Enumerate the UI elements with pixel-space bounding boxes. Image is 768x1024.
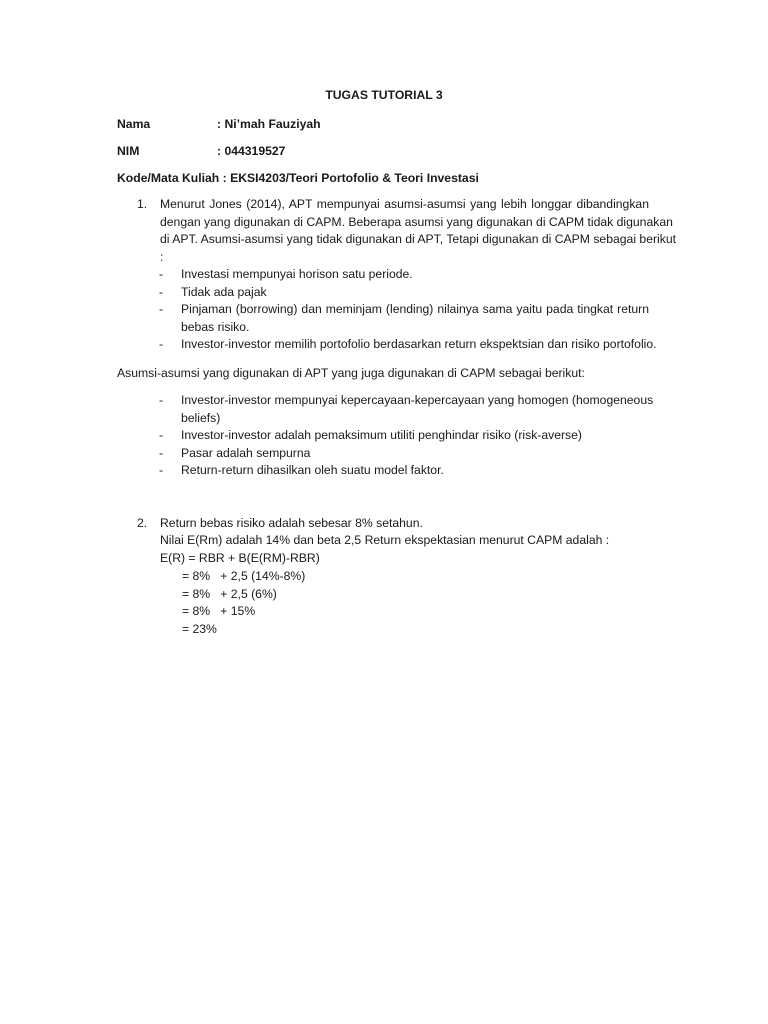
list-item bbox=[159, 266, 649, 284]
name-value: : Ni’mah Fauziyah bbox=[217, 117, 321, 131]
name-row bbox=[117, 116, 321, 134]
list-item bbox=[159, 445, 649, 463]
list-item bbox=[159, 392, 654, 427]
bullet-dash: - bbox=[159, 445, 164, 460]
nim-row bbox=[117, 143, 285, 161]
question-2-line-1: Return bebas risiko adalah sebesar 8% setahun. bbox=[160, 516, 423, 530]
apt-intro: Asumsi-asumsi yang digunakan di APT yang juga digunakan di CAPM sebagai berikut: bbox=[117, 366, 585, 380]
calc-result: = 23% bbox=[182, 622, 217, 636]
list-item bbox=[159, 336, 657, 354]
list-item-text: Tidak ada pajak bbox=[181, 284, 267, 299]
paragraph-line: Menurut Jones (2014), APT mempunyai asumsi-asumsi yang lebih longgar dibandingkan bbox=[160, 197, 649, 211]
list-item-text: Return-return dihasilkan oleh suatu model faktor. bbox=[181, 463, 444, 477]
nim-value: : 044319527 bbox=[217, 144, 286, 158]
course-line: Kode/Mata Kuliah : EKSI4203/Teori Portofolio & Teori Investasi bbox=[117, 171, 479, 185]
shared-assumptions-list bbox=[159, 392, 654, 480]
list-item-text: Investasi mempunyai horison satu periode. bbox=[181, 267, 413, 281]
paragraph-line: dengan yang digunakan di CAPM. Beberapa asumsi yang digunakan di CAPM tidak digunakan bbox=[160, 214, 673, 229]
bullet-dash: - bbox=[159, 393, 164, 407]
question-2-number: 2. bbox=[137, 516, 148, 530]
nim-label: NIM bbox=[117, 144, 140, 158]
list-item-text: Investor-investor adalah pemaksimum utiliti penghindar risiko (risk-averse) bbox=[181, 428, 582, 442]
list-item bbox=[159, 462, 649, 480]
bullet-dash: - bbox=[159, 428, 164, 442]
list-item-text: Investor-investor memilih portofolio berdasarkan return ekspektsian dan risiko portofolio. bbox=[181, 337, 657, 351]
list-item bbox=[159, 284, 649, 302]
calc-step: = 8% + 15% bbox=[182, 604, 256, 618]
bullet-dash: - bbox=[159, 337, 164, 351]
capm-formula: E(R) = RBR + B(E(RM)-RBR) bbox=[160, 551, 320, 565]
list-item-text: Pinjaman (borrowing) dan meminjam (lending) nilainya sama yaitu pada tingkat return bbox=[181, 302, 649, 316]
question-1-paragraph bbox=[160, 196, 676, 266]
bullet-dash: - bbox=[159, 463, 164, 477]
paragraph-line: di APT. Asumsi-asumsi yang tidak digunakan di APT, Tetapi digunakan di CAPM sebagai berikut bbox=[160, 232, 676, 246]
bullet-dash: - bbox=[159, 267, 164, 281]
list-item-text: bebas risiko. bbox=[181, 319, 250, 334]
name-label: Nama bbox=[117, 117, 151, 131]
paragraph-line: : bbox=[160, 249, 164, 264]
document-title: TUGAS TUTORIAL 3 bbox=[325, 88, 443, 102]
bullet-dash: - bbox=[159, 284, 164, 299]
question-1-number: 1. bbox=[137, 197, 148, 211]
list-item-text: beliefs) bbox=[181, 410, 221, 425]
bullet-dash: - bbox=[159, 302, 164, 316]
list-item-text: Investor-investor mempunyai kepercayaan-kepercayaan yang homogen (homogeneous bbox=[181, 393, 654, 407]
calc-step: = 8% + 2,5 (6%) bbox=[182, 587, 277, 601]
calc-step: = 8% + 2,5 (14%-8%) bbox=[182, 569, 306, 583]
list-item bbox=[159, 427, 649, 445]
list-item bbox=[159, 301, 649, 336]
question-2-line-2: Nilai E(Rm) adalah 14% dan beta 2,5 Return ekspektasian menurut CAPM adalah : bbox=[160, 533, 610, 547]
list-item-text: Pasar adalah sempurna bbox=[181, 445, 311, 460]
capm-only-assumptions-list bbox=[159, 266, 657, 354]
